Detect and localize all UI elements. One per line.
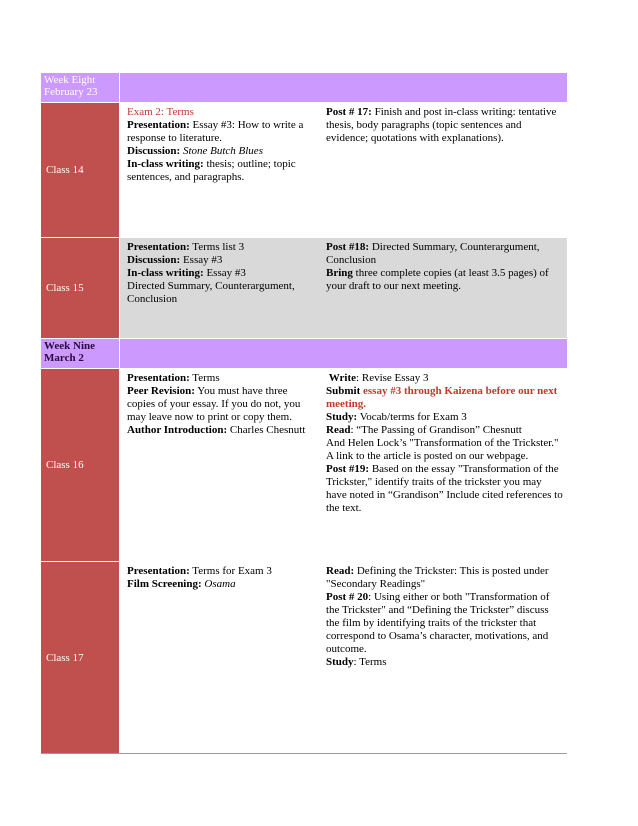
exam-value: Terms <box>166 106 194 118</box>
week-header-fill <box>120 339 567 368</box>
read-label: Read: <box>326 565 355 577</box>
peer-revision-value: You must have three copies of your essay. If you do not, you may leave now to print or copy them. <box>127 385 301 423</box>
study-label: Study: <box>326 411 358 423</box>
presentation-value: Terms list 3 <box>192 241 245 253</box>
peer-revision-label: Peer Revision: <box>127 385 195 397</box>
class-16-label: Class 16 <box>41 369 120 561</box>
presentation-value: Essay #3: How to write a response to literature. <box>127 119 304 144</box>
class-14-row <box>41 103 567 238</box>
submit-value: essay #3 through Kaizena before our next meeting. <box>326 385 558 410</box>
film-screening-value: Osama <box>204 578 236 590</box>
post-label: Post # 20 <box>326 591 369 603</box>
study-value: : Terms <box>353 656 387 668</box>
discussion-value: Stone Butch Blues <box>182 145 263 157</box>
week-nine-header <box>41 339 567 369</box>
week-eight-label <box>41 73 120 102</box>
post-label: Post #19: <box>326 463 370 475</box>
study-label: Study <box>326 656 354 668</box>
author-intro-value: Charles Chesnutt <box>229 424 306 436</box>
in-class-writing-label: In-class writing: <box>127 267 204 279</box>
in-class-writing-value: Essay #3 <box>203 267 246 279</box>
discussion-value: Essay #3 <box>182 254 223 266</box>
presentation-label: Presentation: <box>127 372 190 384</box>
presentation-value: Terms <box>192 372 220 384</box>
week-nine-label <box>41 339 120 368</box>
study-value: Vocab/terms for Exam 3 <box>359 411 467 423</box>
author-intro-label: Author Introduction: <box>127 424 228 436</box>
post-value: : Using either or both "Transformation of the Trickster" and “Defining the Trickster” discuss the film by identifying traits of the trickster that correspond to Osama’s character, motivations, and outcome. <box>326 591 550 655</box>
write-value: : Revise Essay 3 <box>356 372 429 384</box>
bring-label: Bring <box>326 267 353 279</box>
class-16-homework <box>319 369 567 561</box>
week-date: March 2 <box>44 352 84 364</box>
week-header-fill <box>120 73 567 102</box>
post-label: Post # 17: <box>326 106 372 118</box>
submit-label: Submit <box>326 385 361 397</box>
class-17-in-class <box>120 562 319 753</box>
in-class-writing-detail: Directed Summary, Counterargument, Conclusion <box>127 280 295 305</box>
class-14-homework <box>319 103 567 237</box>
post-value: Finish and post in-class writing: tentative thesis, body paragraphs (topic sentences and evidence; quotations with explanations). <box>326 106 557 144</box>
schedule-table <box>41 73 567 754</box>
class-17-homework <box>319 562 567 753</box>
week-label: Week Eight <box>44 74 96 86</box>
bring-value: three complete copies (at least 3.5 pages) of your draft to our next meeting. <box>326 267 549 292</box>
in-class-writing-label: In-class writing: <box>127 158 204 170</box>
post-label: Post #18: <box>326 241 370 253</box>
post-value: Based on the essay "Transformation of the Trickster," identify traits of the trickster you may have noted in “Grandison” Include cited references to the text. <box>326 463 563 514</box>
class-14-in-class <box>120 103 319 237</box>
presentation-value: Terms for Exam 3 <box>192 565 272 577</box>
presentation-label: Presentation: <box>127 565 190 577</box>
film-screening-label: Film Screening: <box>127 578 202 590</box>
read-detail: And Helen Lock’s "Transformation of the Trickster." A link to the article is posted on our webpage. <box>326 437 559 462</box>
read-label: Read <box>326 424 351 436</box>
in-class-writing-value: thesis; outline; topic sentences, and paragraphs. <box>127 158 296 183</box>
class-16-in-class <box>120 369 319 561</box>
post-value: Directed Summary, Counterargument, Conclusion <box>326 241 540 266</box>
discussion-label: Discussion: <box>127 145 181 157</box>
discussion-label: Discussion: <box>127 254 181 266</box>
week-label: Week Nine <box>44 340 96 352</box>
presentation-label: Presentation: <box>127 119 190 131</box>
read-value: Defining the Trickster: This is posted under "Secondary Readings" <box>326 565 549 590</box>
exam-label: Exam 2: <box>127 106 164 118</box>
class-15-homework <box>319 238 567 338</box>
week-date: February 23 <box>44 86 98 98</box>
week-eight-header <box>41 73 567 103</box>
class-15-row <box>41 238 567 339</box>
class-15-in-class <box>120 238 319 338</box>
class-15-label: Class 15 <box>41 238 120 338</box>
class-16-row <box>41 369 567 562</box>
class-14-label: Class 14 <box>41 103 120 237</box>
class-17-row <box>41 562 567 754</box>
write-label: Write <box>328 372 357 384</box>
read-value: : “The Passing of Grandison” Chesnutt <box>350 424 522 436</box>
class-17-label: Class 17 <box>41 562 120 753</box>
presentation-label: Presentation: <box>127 241 190 253</box>
